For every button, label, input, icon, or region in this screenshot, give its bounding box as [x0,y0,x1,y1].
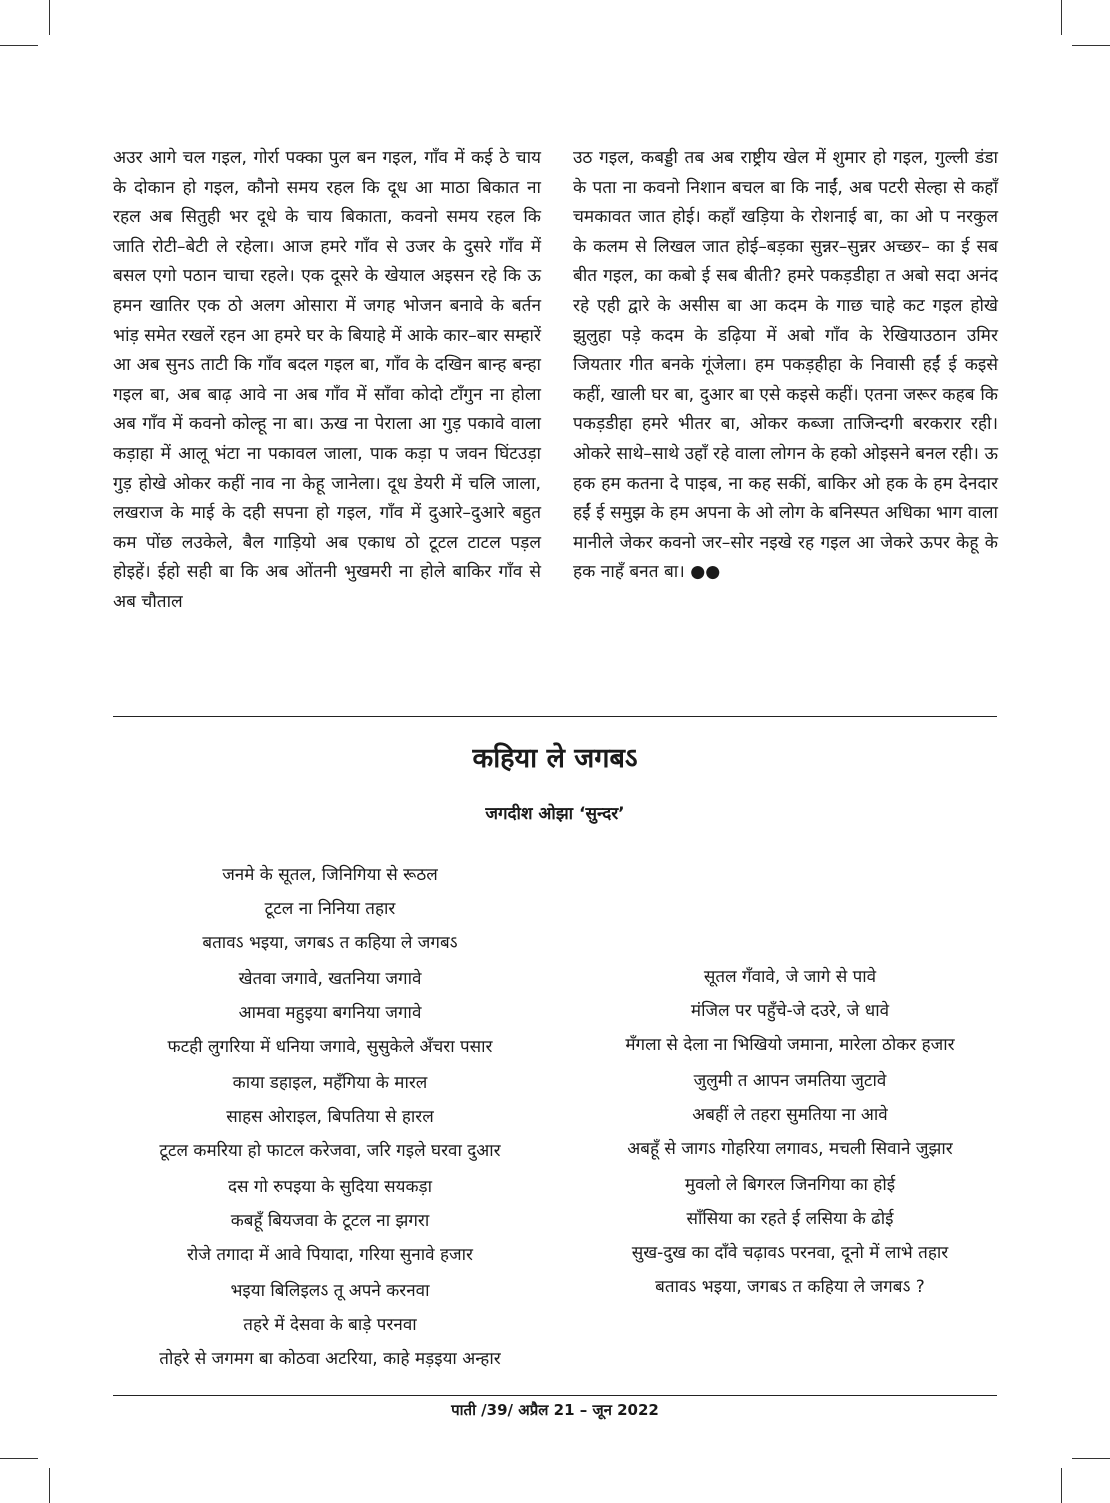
poem-line: सूतल गँवावे, जे जागे से पावे [703,967,877,987]
poem-line: जुलुमी त आपन जमतिया जुटावे [693,1071,887,1091]
crop-mark [1072,1458,1110,1459]
article-left-column [113,144,541,618]
article-paragraph: अउर आगे चल गइल, गोर्रा पक्का पुल बन गइल, गाँव में कई ठे चाय के दोकान हो गइल, कौनो समय रहल कि दूध आ माठा बिकात ना रहल अब सितुही भर दूधे के चाय बिकाता, कवनो समय रहल कि जाति रोटी–बेटी ले रहेला। आज हमरे गाँव से उजर के दुसरे गाँव में बसल एगो पठान चाचा रहले। एक दूसरे के खेयाल अइसन रहे कि ऊ हमन खातिर एक ठो अलग ओसारा में जगह भोजन बनावे के बर्तन भांड़ समेत रखलें रहन आ हमरे घर के बियाहे में आके कार–बार सम्हारें आ अब सुनऽ ताटी कि गाँव बदल गइल बा, गाँव के दखिन बान्ह बन्हा गइल बा, अब बाढ़ आवे ना अब गाँव में साँवा कोदो टाँगुन ना होला अब गाँव में कवनो कोल्हू ना बा। ऊख ना पेराला आ गुड़ पकावे वाला कड़ाहा में आलू भंटा ना पकावल जाला, पाक कड़ा प जवन घिंटउड़ा गुड़ होखे ओकर कहीं नाव ना केहू जानेला। दूध डेयरी में चलि जाला, लखराज के माई के दही सपना हो गइल, गाँव में दुआरे–दुआरे बहुत कम पोंछ लउकेले, बैल गाड़ियो अब एकाध ठो टूटल टाटल पड़ल होइहें। ईहो सही बा कि अब ओंतनी भुखमरी ना होले बाकिर गाँव से अब चौताल [113,148,541,612]
poem-stanza [80,1271,580,1376]
poem-line: सुख-दुख का दाँवे चढ़ावऽ परनवा, दूनो में लाभे तहार [631,1243,949,1263]
crop-mark [1061,0,1062,35]
poem-line: मंजिल पर पहुँचे-जे दउरे, जे धावे [690,1001,890,1021]
poem-stanza [80,1167,580,1272]
crop-mark [1061,1468,1062,1503]
poem-line: तहरे में देसवा के बाड़े परनवा [243,1315,417,1335]
poem-line: काया डहाइल, महँगिया के मारल [232,1073,428,1093]
poem-line: अबहीं ले तहरा सुमतिया ना आवे [692,1105,888,1125]
poem-stanza [540,960,1040,1062]
poem-line: साहस ओराइल, बिपतिया से हारल [226,1107,434,1127]
poem-line: मँगला से देला ना भिखियो जमाना, मारेला ठोकर हजार [625,1035,955,1055]
article-paragraph: उठ गइल, कबड्डी तब अब राष्ट्रीय खेल में शुमार हो गइल, गुल्ली डंडा के पता ना कवनो निशान बचल बा कि नाईं, अब पटरी सेल्हा से कहाँ चमकावत जात होई। कहाँ खड़िया के रोशनाई बा, का ओ प नरकुल के कलम से लिखल जात होई–बड़का सुन्नर–सुन्नर अच्छर– का ई सब बीत गइल, का कबो ई सब बीती? हमरे पकड़डीहा त अबो सदा अनंद रहे एही द्वारे के असीस बा आ कदम के गाछ चाहे कट गइल होखे झुलुहा पड़े कदम के डढ़िया में अबो गाँव के रेखियाउठान उमिर जियतार गीत बनके गूंजेला। हम पकड़हीहा के निवासी हईं ई कइसे कहीं, खाली घर बा, दुआर बा एसे कइसे कहीं। एतना जरूर कहब कि पकड़डीहा हमरे भीतर बा, ओकर कब्जा ताजिन्दगी बरकरार रही। ओकरे साथे–साथे उहाँ रहे वाला लोगन के हको ओइसने बनल रही। ऊ हक हम कतना दे पाइब, ना कह सकीं, बाकिर ओ हक के हम देनदार हईं ई समुझ के हम अपना के ओ लोग के बनिस्पत अधिका भाग वाला मानीले जेकर कवनो जर–सोर नइखे रह गइल आ जेकरे ऊपर केहू के हक नाहँ बनत बा। ●● [573,148,998,583]
poem-stanza [80,959,580,1064]
poem-line: भइया बिलिइलऽ तू अपने करनवा [230,1281,430,1301]
article-right-column [573,144,998,588]
crop-mark [1072,45,1110,46]
poem-stanza [80,1063,580,1168]
poem-line: टूटल कमरिया हो फाटल करेजवा, जरि गइले घरवा दुआर [159,1141,501,1161]
poem-line: मुवलो ले बिगरल जिनगिया का होई [684,1175,896,1195]
poem-line: खेतवा जगावे, खतनिया जगावे [238,969,422,989]
poem-line: कबहूँ बियजवा के टूटल ना झगरा [230,1211,430,1231]
poem-line: साँसिया का रहते ई लसिया के ढोई [686,1209,894,1229]
poem-line: जनमे के सूतल, जिनिगिया से रूठल [222,865,438,885]
crop-mark [49,0,50,35]
poem-line: रोजे तगादा में आवे पियादा, गरिया सुनावे हजार [186,1245,473,1265]
crop-mark [0,1458,38,1459]
poem-author: जगदीश ओझा ‘सुन्दर’ [485,804,625,824]
poem-stanza [540,1061,1040,1166]
poem-line: तोहरे से जगमग बा कोठवा अटरिया, काहे मड़इया अन्हार [159,1349,501,1369]
poem-line: फटही लुगरिया में धनिया जगावे, सुसुकेले अँचरा पसार [167,1037,493,1057]
poem-right-column [540,960,1040,1304]
page-footer: पाती /39/ अप्रैल 21 – जून 2022 [451,1401,659,1419]
poem-line: आमवा महुइया बगनिया जगावे [238,1003,422,1023]
poem-line: अबहूँ से जागऽ गोहरिया लगावऽ, मचली सिवाने जुझार [627,1139,953,1159]
footer-divider [113,1395,997,1396]
crop-mark [49,1468,50,1503]
poem-line: बतावऽ भइया, जगबऽ त कहिया ले जगबऽ [202,933,458,953]
section-divider [113,716,997,717]
crop-mark [0,45,38,46]
poem-left-column [80,858,580,1376]
poem-stanza [540,1165,1040,1304]
poem-line: टूटल ना निनिया तहार [264,899,396,919]
poem-line: दस गो रुपइया के सुदिया सयकड़ा [227,1177,433,1197]
poem-line: बतावऽ भइया, जगबऽ त कहिया ले जगबऽ ? [655,1277,925,1297]
poem-stanza [80,858,580,960]
poem-title: कहिया ले जगबऽ [472,743,638,774]
